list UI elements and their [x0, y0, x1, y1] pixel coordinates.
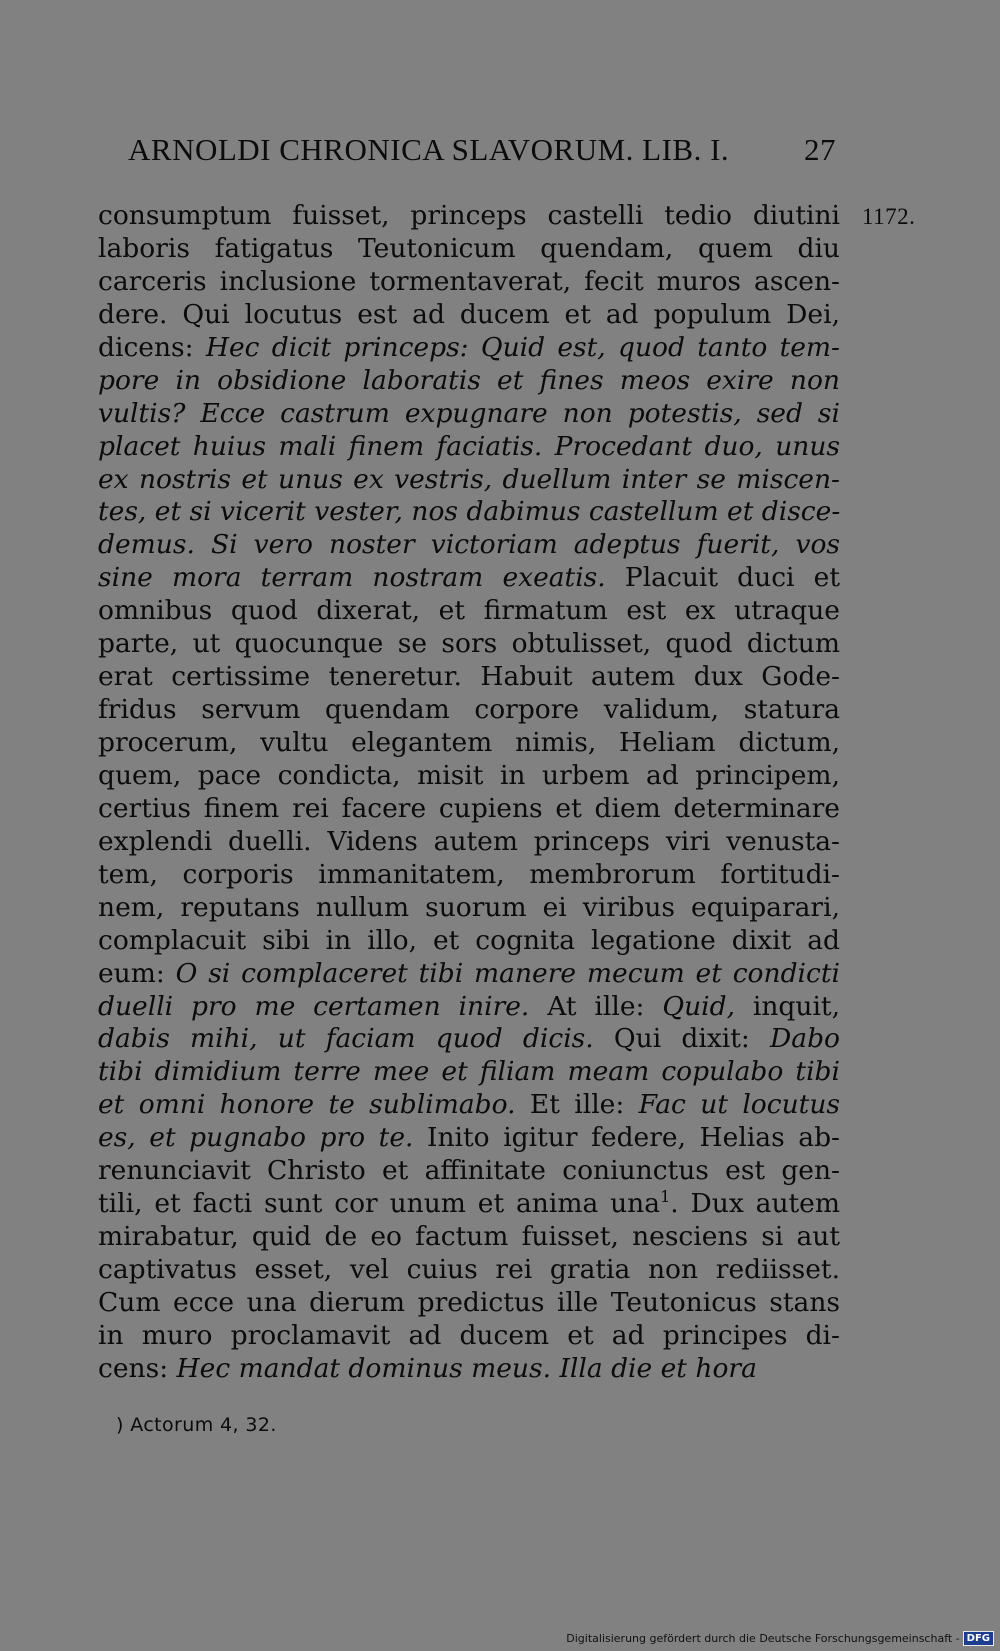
running-title: ARNOLDI CHRONICA SLAVORUM. LIB. I. — [128, 132, 730, 167]
text-line — [98, 365, 840, 398]
text-line — [98, 266, 840, 299]
italic-text: demus. Si vero noster victoriam adeptus fuerit, vos — [98, 529, 840, 561]
text-line — [98, 1188, 840, 1221]
footnote: ) Actorum 4, 32. — [116, 1414, 277, 1436]
text-line — [98, 1287, 840, 1320]
italic-text: pore in obsidione laboratis et fines meos exire non — [98, 364, 840, 396]
body-text — [98, 200, 840, 1386]
digitization-credit — [566, 1629, 994, 1647]
roman-text: omnibus quod dixerat, et firmatum est ex utraque — [98, 595, 840, 627]
text-line — [98, 826, 840, 859]
italic-text: Quid, — [662, 990, 735, 1022]
roman-text: tem, corporis immanitatem, membrorum fortitudi- — [98, 858, 840, 890]
text-line — [98, 1122, 840, 1155]
text-line — [98, 562, 840, 595]
text-line — [98, 529, 840, 562]
dfg-logo: DFG — [963, 1631, 994, 1646]
text-line — [98, 464, 840, 497]
text-line — [98, 628, 840, 661]
roman-text: consumptum fuisset, princeps castelli tedio diutini — [98, 200, 840, 231]
roman-text: explendi duelli. Videns autem princeps viri venusta- — [98, 825, 840, 857]
italic-text: placet huius mali finem faciatis. Procedant duo, unus — [98, 430, 840, 462]
text-line — [98, 727, 840, 760]
roman-text: quem, pace condicta, misit in urbem ad principem, — [98, 759, 840, 791]
roman-text: parte, ut quocunque se sors obtulisset, quod dictum — [98, 628, 840, 660]
text-line — [98, 1320, 840, 1353]
text-line — [98, 694, 840, 727]
text-line — [98, 1023, 840, 1056]
italic-text: et omni honore te sublimabo. — [98, 1089, 516, 1121]
text-line — [98, 958, 840, 991]
roman-text: mirabatur, quid de eo factum fuisset, nesciens si aut — [98, 1221, 840, 1253]
roman-text: eum: — [98, 957, 176, 989]
roman-text: certius finem rei facere cupiens et diem determinare — [98, 792, 840, 824]
roman-text: carceris inclusione tormentaverat, fecit muros ascen- — [98, 265, 840, 297]
roman-text: complacuit sibi in illo, et cognita legatione dixit ad — [98, 924, 840, 956]
roman-text: erat certissime teneretur. Habuit autem dux Gode- — [98, 661, 840, 693]
roman-text: dicens: — [98, 331, 206, 363]
italic-text: es, et pugnabo pro te. — [98, 1122, 414, 1154]
italic-text: O si complaceret tibi manere mecum et condicti — [175, 957, 840, 989]
italic-text: dabis mihi, ut faciam quod dicis. — [98, 1023, 594, 1055]
text-line — [98, 1056, 840, 1089]
roman-text: Et ille: — [515, 1089, 639, 1121]
text-line — [98, 793, 840, 826]
roman-text: cens: — [98, 1352, 177, 1384]
roman-text: tili, et facti sunt cor unum et anima una — [98, 1188, 661, 1220]
text-line — [98, 1353, 840, 1386]
text-line — [98, 925, 840, 958]
text-line — [98, 1089, 840, 1122]
italic-text: Dabo — [770, 1023, 840, 1055]
italic-text: ex nostris et unus ex vestris, duellum inter se miscen- — [98, 463, 840, 495]
roman-text: renunciavit Christo et affinitate coniunctus est gen- — [98, 1155, 840, 1187]
roman-text: inquit, — [735, 990, 840, 1022]
margin-year-note: 1172. — [862, 204, 916, 229]
text-line — [98, 496, 840, 529]
roman-text: Placuit duci et — [605, 562, 840, 594]
page-number: 27 — [804, 132, 836, 167]
roman-text: laboris fatigatus Teutonicum quendam, quem diu — [98, 232, 840, 264]
italic-text: sine mora terram nostram exeatis. — [98, 562, 606, 594]
roman-text: dere. Qui locutus est ad ducem et ad populum Dei, — [98, 298, 840, 330]
roman-text: fridus servum quendam corpore validum, statura — [98, 694, 840, 726]
roman-text: . Dux autem — [670, 1188, 840, 1220]
roman-text: Qui dixit: — [593, 1023, 771, 1055]
roman-text: At ille: — [529, 990, 663, 1022]
text-line — [98, 1221, 840, 1254]
text-line — [98, 760, 840, 793]
text-line — [98, 431, 840, 464]
italic-text: Hec dicit princeps: Quid est, quod tanto tem- — [205, 331, 840, 363]
roman-text: procerum, vultu elegantem nimis, Heliam dictum, — [98, 727, 840, 758]
text-line — [98, 398, 840, 431]
text-line — [98, 299, 840, 332]
text-line — [98, 595, 840, 628]
italic-text: Fac ut locutus — [638, 1089, 840, 1121]
text-line — [98, 233, 840, 266]
text-line — [98, 1254, 840, 1287]
italic-text: tes, et si vicerit vester, nos dabimus castellum et disce- — [98, 496, 840, 528]
roman-text: in muro proclamavit ad ducem et ad principes di- — [98, 1319, 840, 1351]
roman-text: Inito igitur federe, Helias ab- — [413, 1122, 840, 1154]
italic-text: vultis? Ecce castrum expugnare non potestis, sed si — [98, 397, 840, 429]
credit-text: Digitalisierung gefördert durch die Deutsche Forschungsgemeinschaft - — [566, 1631, 960, 1645]
text-line — [98, 661, 840, 694]
italic-text: duelli pro me certamen inire. — [98, 990, 530, 1022]
roman-text: nem, reputans nullum suorum ei viribus equiparari, — [98, 891, 840, 923]
italic-text: tibi dimidium terre mee et filiam meam copulabo tibi — [98, 1056, 840, 1088]
footnote-reference: 1 — [660, 1188, 671, 1207]
italic-text: Hec mandat dominus meus. Illa die et hora — [176, 1352, 757, 1384]
text-line — [98, 892, 840, 925]
text-line — [98, 859, 840, 892]
text-line — [98, 200, 840, 233]
running-header — [128, 128, 838, 172]
text-line — [98, 991, 840, 1024]
text-line — [98, 332, 840, 365]
roman-text: Cum ecce una dierum predictus ille Teutonicus stans — [98, 1286, 840, 1318]
text-line — [98, 1155, 840, 1188]
roman-text: captivatus esset, vel cuius rei gratia non rediisset. — [98, 1254, 840, 1285]
